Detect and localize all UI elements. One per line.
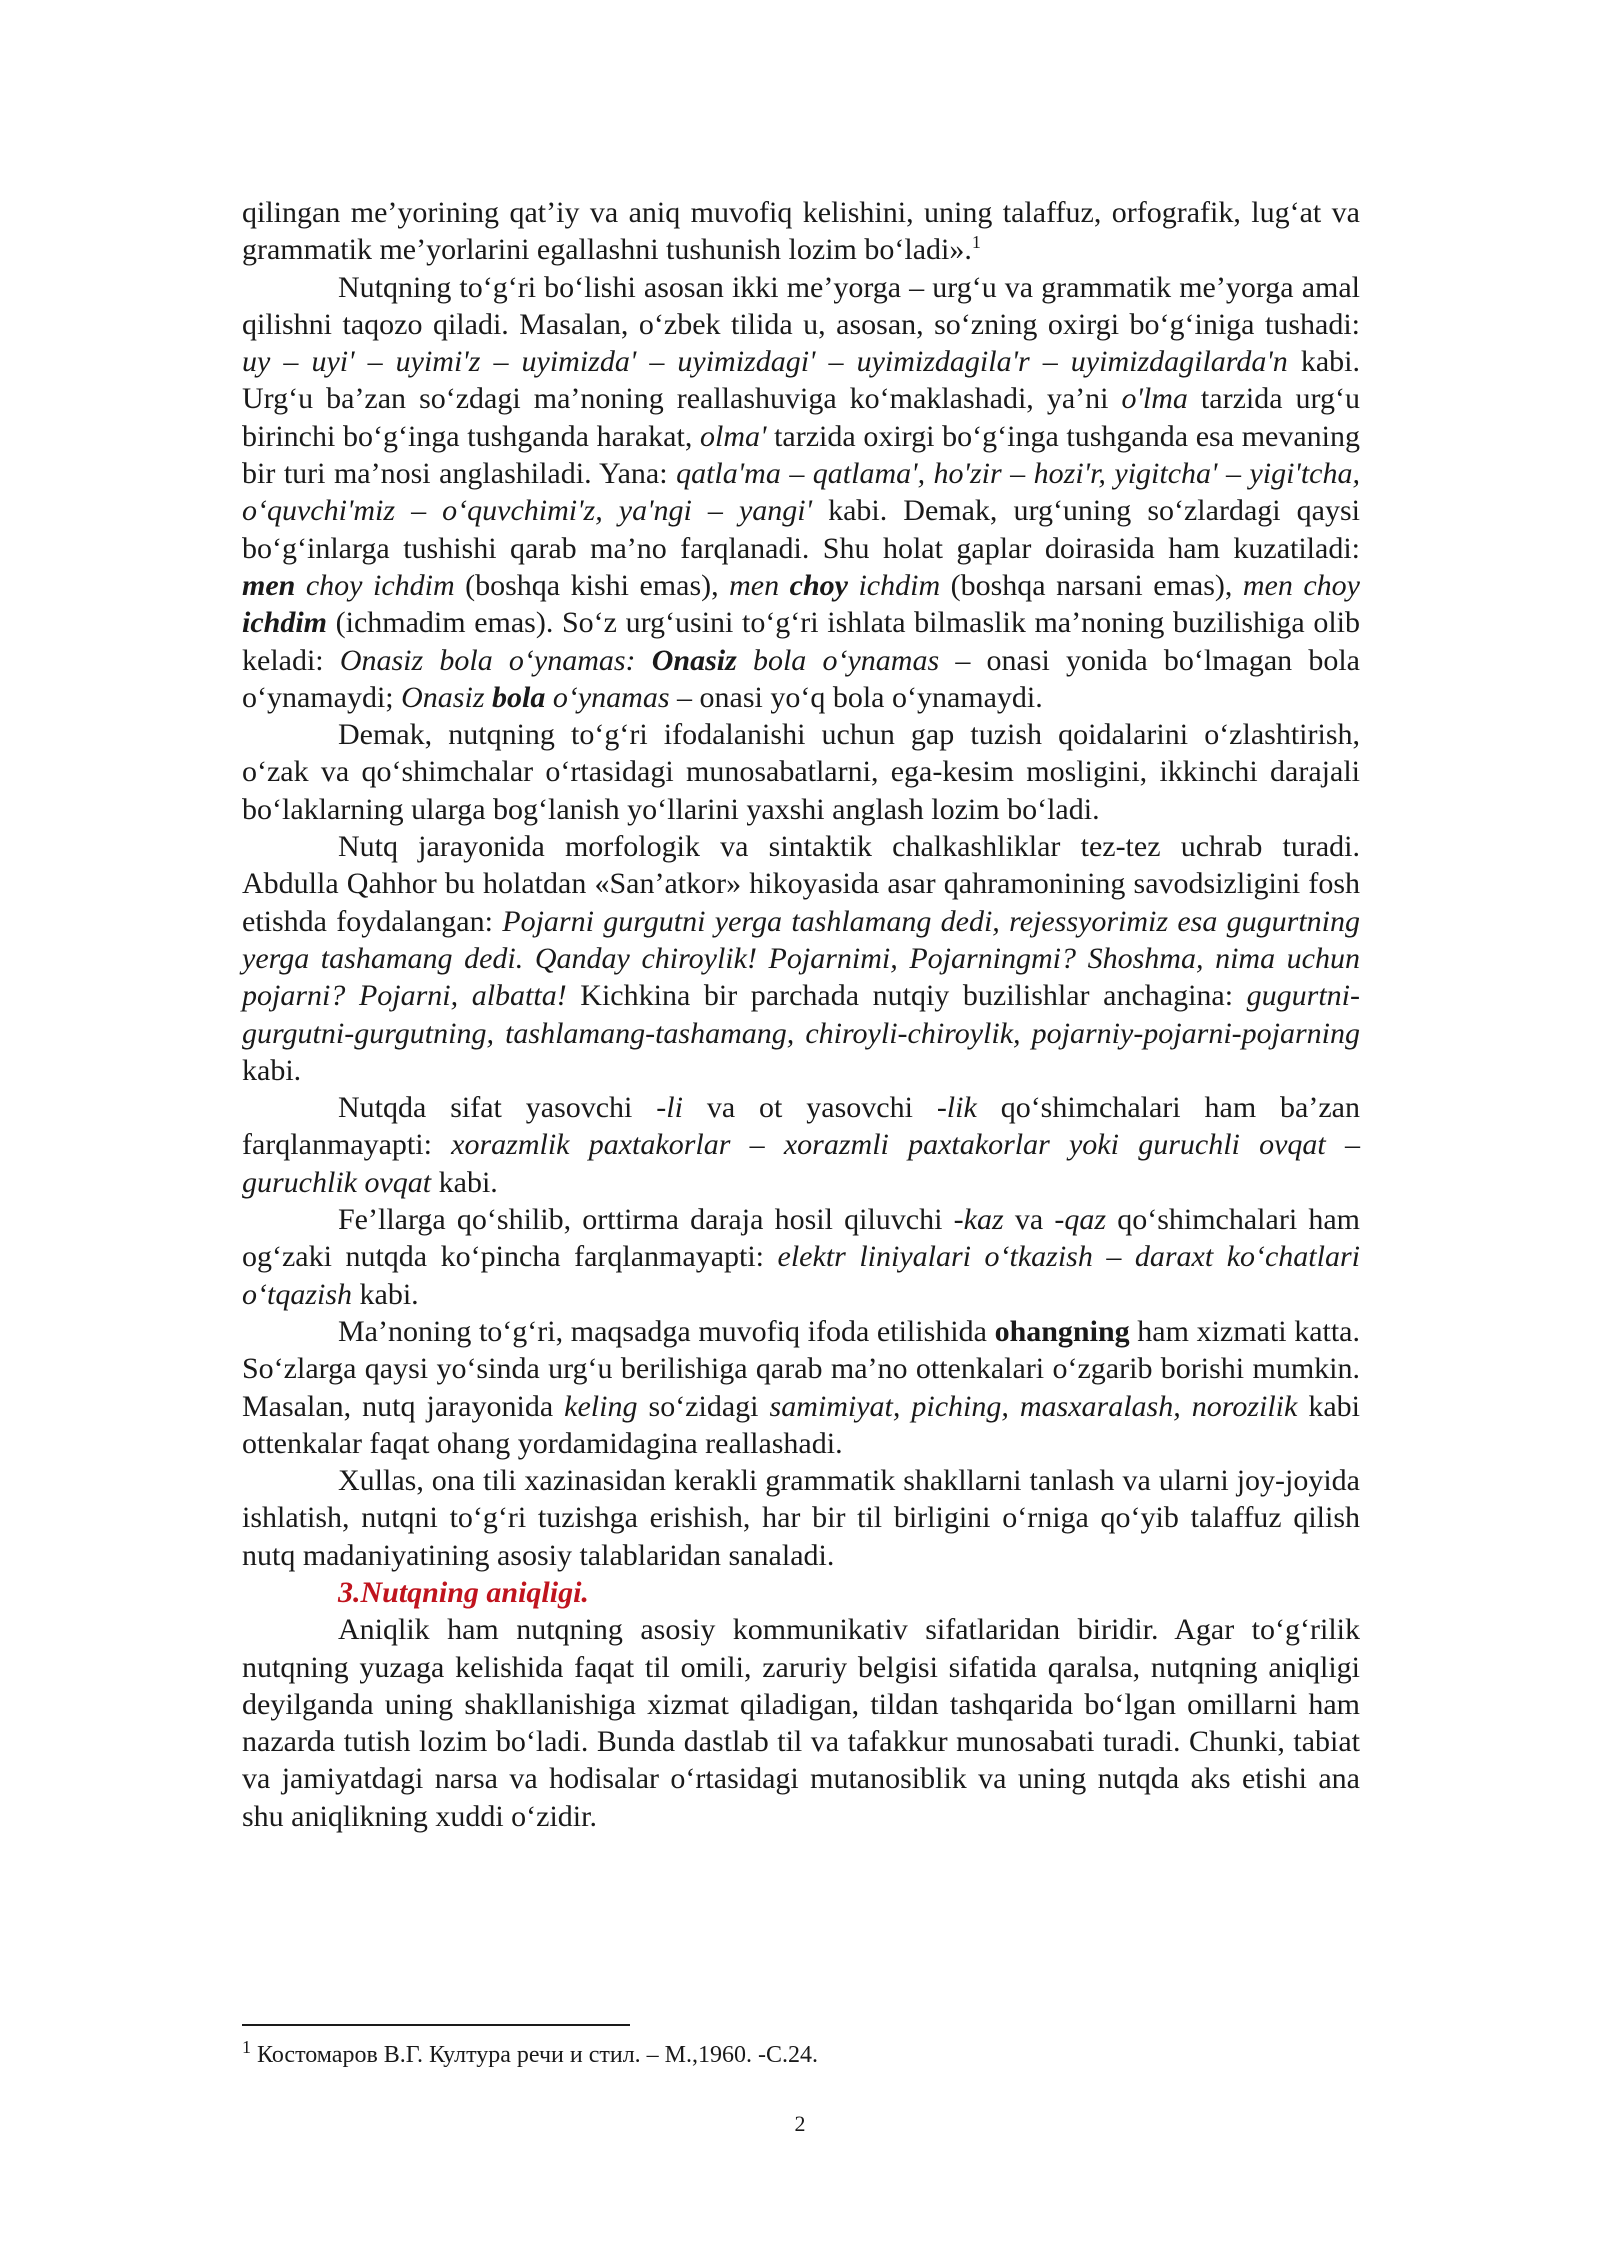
text-run: kabi. Urg‘u ba’zan so‘zdagi ma’noning reallashuviga ko‘maklashadi, ya’ni	[242, 345, 1360, 416]
text-run: uy – uyi' – uyimi'z – uyimizda' – uyimizdagi' – uyimizdagila'r – uyimizdagilarda'n	[242, 345, 1288, 379]
text-run: (boshqa kishi emas),	[454, 568, 730, 602]
paragraph-intonation	[242, 1313, 1360, 1462]
text-run: gugurtni-gurgutni-gurgutning, tashlamang-tashamang, chiroyli-chiroylik, pojarniy-pojarni-pojarning	[242, 979, 1360, 1050]
text-run: qo‘shimchalari ham ba’zan farqlanmayapti:	[242, 1091, 1360, 1162]
text-run: o'lma	[1121, 382, 1188, 416]
text-run: Demak, nutqning to‘g‘ri ifodalanishi uchun gap tuzish qoidalarini o‘zlashtirish, o‘zak va qo‘shimchalar o‘rtasidagi munosabatlarni, ega-kesim mosligini, ikkinchi darajali bo‘laklarning ularga bog‘lanish yo‘llarini yaxshi anglash lozim bo‘ladi.	[242, 718, 1360, 826]
text-run: Nutq jarayonida morfologik va sintaktik chalkashliklar tez-tez uchrab turadi. Abdulla Qahhor bu holatdan «San’atkor» hikoyasida asar qahramonining savodsizligini fosh etishda foydalangan:	[242, 830, 1360, 938]
text-run: (boshqa narsani emas),	[940, 568, 1243, 602]
footnote-reference: 1	[971, 232, 981, 253]
text-run: xorazmlik paxtakorlar – xorazmli paxtakorlar yoki guruchli ovqat – guruchlik ovqat	[242, 1128, 1360, 1199]
text-run: Kichkina bir parchada nutqiy buzilishlar anchagina:	[566, 979, 1247, 1013]
text-run: Fe’llarga qo‘shilib, orttirma daraja hosil qiluvchi	[338, 1203, 954, 1237]
text-run: choy	[789, 568, 848, 602]
paragraph-grammar	[242, 716, 1360, 828]
footnote-text: Костомаров В.Г. Култура речи и стил. – М.,1960. -С.24.	[251, 2042, 819, 2068]
paragraph-suffix-kaz-qaz	[242, 1201, 1360, 1313]
paragraph-continuation	[242, 194, 1360, 269]
footnote	[242, 2038, 1360, 2072]
text-run: Nutqning to‘g‘ri bo‘lishi asosan ikki me’yorga – urg‘u va grammatik me’yorga amal qilishni taqozo qiladi. Masalan, o‘zbek tilida u, asosan, so‘zning oxirgi bo‘g‘iniga tushadi:	[242, 270, 1360, 341]
text-run: qilingan me’yorining qat’iy va aniq muvofiq kelishini, uning talaffuz, orfografik, lug‘at va grammatik me’yorlarini egallashni tushunish lozim bo‘ladi».	[242, 196, 1360, 267]
paragraph-suffix-li-lik	[242, 1089, 1360, 1201]
text-run: -lik	[936, 1091, 977, 1125]
text-run: samimiyat, piching, masxaralash, norozilik	[769, 1389, 1298, 1423]
text-run: kabi ottenkalar faqat ohang yordamidagina reallashadi.	[242, 1389, 1360, 1460]
paragraph-accuracy	[242, 1611, 1360, 1835]
text-run: ichdim	[242, 606, 328, 640]
body-text	[242, 194, 1360, 1835]
text-run: elektr liniyalari o‘tkazish – daraxt ko‘chatlari o‘tqazish	[242, 1240, 1360, 1311]
text-run: tarzida oxirgi bo‘g‘inga tushganda esa mevaning bir turi ma’nosi anglashiladi. Yana:	[242, 419, 1360, 491]
text-run: kabi.	[352, 1277, 419, 1311]
text-run: men	[242, 568, 296, 602]
text-run: Onasiz	[401, 680, 492, 714]
text-run: bola	[492, 680, 546, 714]
text-run: choy ichdim	[295, 568, 455, 602]
text-run: kabi.	[431, 1165, 498, 1199]
text-run: bola o‘ynamas	[736, 643, 940, 677]
text-run: -qaz	[1054, 1203, 1107, 1237]
section-heading	[242, 1574, 1360, 1611]
text-run: o‘ynamas	[545, 680, 670, 714]
text-run: 3.Nutqning aniqligi.	[338, 1575, 589, 1609]
text-run: va	[1003, 1203, 1055, 1237]
text-run: men	[729, 568, 790, 602]
text-run: tarzida urg‘u birinchi bo‘g‘inga tushganda harakat,	[242, 382, 1360, 453]
text-run: -kaz	[953, 1203, 1004, 1237]
text-run: ichdim	[847, 568, 941, 602]
paragraph-conclusion	[242, 1462, 1360, 1574]
text-run: men choy	[1242, 568, 1360, 602]
text-run: Aniqlik ham nutqning asosiy kommunikativ sifatlaridan biridir. Agar to‘g‘rilik nutqning yuzaga kelishida faqat til omili, zaruriy belgisi sifatida qaralsa, nutqning aniqligi deyilganda uning shakllanishiga xizmat qiladigan, tildan tashqarida bo‘lgan omillarni ham nazarda tutish lozim bo‘ladi. Bunda dastlab til va tafakkur munosabati turadi. Chunki, tabiat va jamiyatdagi narsa va hodisalar o‘rtasidagi mutanosiblik va uning nutqda aks etishi ana shu aniqlikning xuddi o‘zidir.	[242, 1613, 1360, 1833]
text-run: Onasiz	[651, 643, 737, 677]
footnote-marker: 1	[242, 2037, 251, 2057]
text-run: kabi. Demak, urg‘uning so‘zlardagi qaysi bo‘g‘inlarga tushishi qarab ma’no farqlanadi. Shu holat gaplar doirasida ham kuzatiladi:	[242, 494, 1360, 565]
text-run: so‘zidagi	[637, 1389, 770, 1423]
text-run: -li	[656, 1091, 683, 1125]
text-run: Ma’noning to‘g‘ri, maqsadga muvofiq ifoda etilishida	[338, 1314, 995, 1348]
text-run: ohangning	[994, 1314, 1130, 1348]
text-run: qo‘shimchalari ham og‘zaki nutqda ko‘pincha farqlanmayapti:	[242, 1203, 1360, 1274]
text-run: va ot yasovchi	[682, 1091, 937, 1125]
paragraph-stress	[242, 269, 1360, 717]
text-run: olma'	[700, 419, 767, 453]
text-run: (ichmadim emas). So‘z urg‘usini to‘g‘ri ishlata bilmaslik ma’noning buzilishiga olib keladi:	[242, 606, 1360, 677]
text-run: Pojarni gurgutni yerga tashlamang dedi, rejessyorimiz esa gugurtning yerga tashamang dedi. Qanday chiroylik! Pojarnimi, Pojarningmi? Shoshma, nima uchun pojarni? Pojarni, albatta!	[242, 904, 1361, 1013]
text-run: Xullas, ona tili xazinasidan kerakli grammatik shakllarni tanlash va ularni joy-joyida ishlatish, nutqni to‘g‘ri tuzishga erishish, har bir til birligini o‘rniga qo‘yib talaffuz qilish nutq madaniyatining asosiy talablaridan sanaladi.	[242, 1464, 1360, 1572]
paragraph-qahhor	[242, 828, 1360, 1089]
text-run: qatla'ma – qatlama', ho'zir – hozi'r, yigitcha' – yigi'tcha, o‘quvchi'miz – o‘quvchimi'z, ya'ngi – yangi'	[242, 457, 1360, 528]
text-run: ham xizmati katta. So‘zlarga qaysi yo‘sinda urg‘u berilishiga qarab ma’no ottenkalari o‘zgarib borishi mumkin. Masalan, nutq jarayonida	[242, 1314, 1360, 1423]
text-run: Nutqda sifat yasovchi	[338, 1091, 657, 1125]
text-run: – onasi yo‘q bola o‘ynamaydi.	[669, 680, 1043, 714]
text-run: kabi.	[242, 1053, 302, 1087]
text-run: – onasi yonida bo‘lmagan bola o‘ynamaydi;	[242, 643, 1360, 714]
page-number: 2	[794, 2111, 806, 2136]
text-run: Onasiz bola o‘ynamas:	[339, 643, 652, 677]
footnote-separator	[242, 2024, 630, 2026]
text-run: keling	[564, 1389, 638, 1423]
